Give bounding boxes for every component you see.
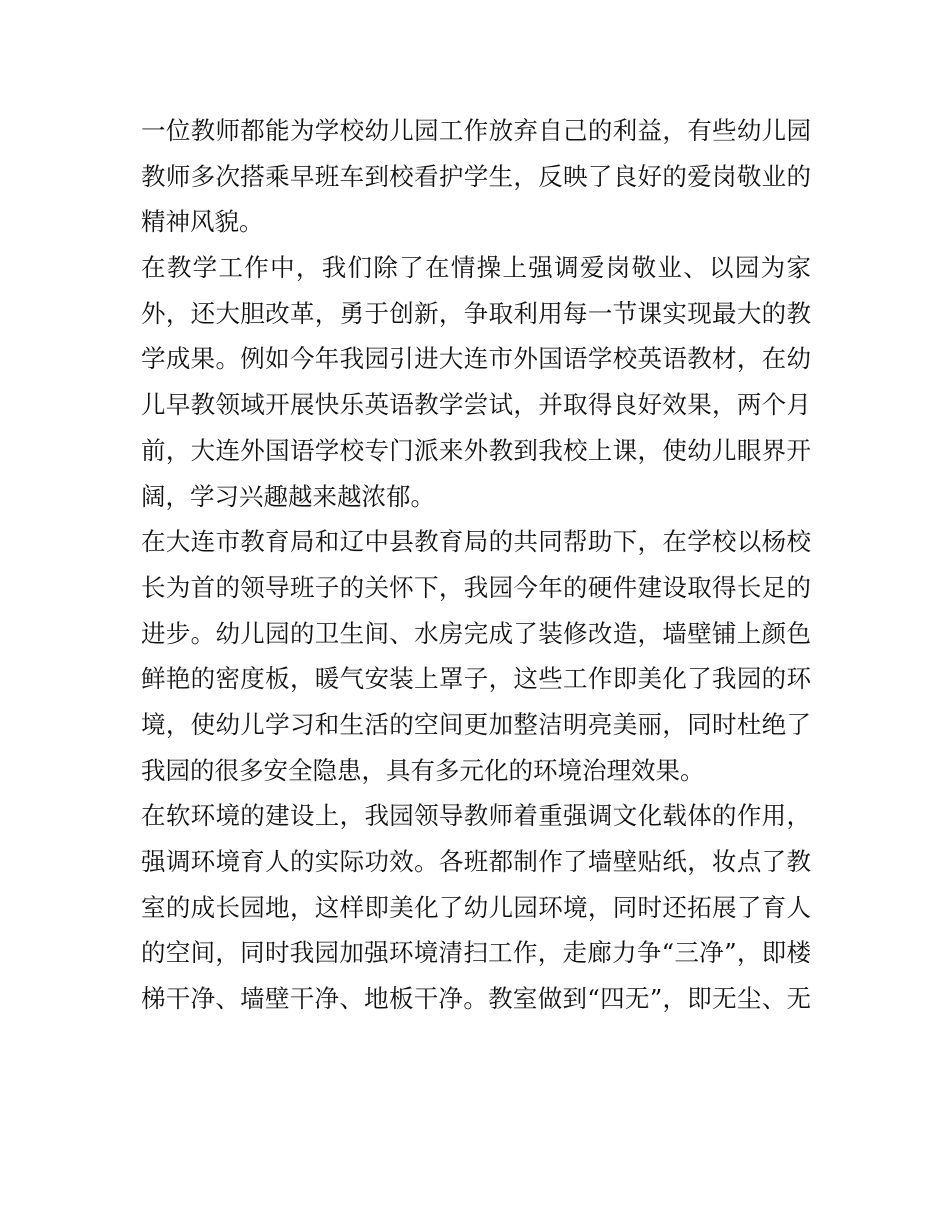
text-line: 前，大连外国语学校专门派来外教到我校上课，使幼儿眼界开 bbox=[141, 435, 811, 465]
text-line: 强调环境育人的实际功效。各班都制作了墙壁贴纸，妆点了教 bbox=[141, 847, 811, 876]
text-line: 在软环境的建设上，我园领导教师着重强调文化载体的作用， bbox=[141, 801, 811, 831]
text-line: 一位教师都能为学校幼儿园工作放弃自己的利益，有些幼儿园 bbox=[141, 116, 811, 145]
text-line: 梯干净、墙壁干净、地板干净。教室做到“四无”，即无尘、无 bbox=[141, 984, 811, 1014]
text-line: 在教学工作中，我们除了在情操上强调爱岗敬业、以园为家 bbox=[141, 253, 811, 283]
paragraph-end-line: 阔，学习兴趣越来越浓郁。 bbox=[141, 481, 435, 511]
paragraph-end-line: 我园的很多安全隐患，具有多元化的环境治理效果。 bbox=[141, 755, 705, 785]
text-line: 在大连市教育局和辽中县教育局的共同帮助下，在学校以杨校 bbox=[141, 527, 811, 557]
paragraph-end-line: 精神风貌。 bbox=[141, 207, 264, 237]
text-line: 长为首的领导班子的关怀下，我园今年的硬件建设取得长足的 bbox=[141, 572, 811, 602]
text-line: 学成果。例如今年我园引进大连市外国语学校英语教材，在幼 bbox=[141, 344, 811, 374]
text-line: 鲜艳的密度板，暖气安装上罩子，这些工作即美化了我园的环 bbox=[141, 664, 811, 694]
text-line: 境，使幼儿学习和生活的空间更加整洁明亮美丽，同时杜绝了 bbox=[141, 709, 811, 739]
text-line: 室的成长园地，这样即美化了幼儿园环境，同时还拓展了育人 bbox=[141, 892, 811, 922]
document-body bbox=[141, 108, 811, 1022]
text-line: 外，还大胆改革，勇于创新，争取利用每一节课实现最大的教 bbox=[141, 298, 811, 328]
text-line: 教师多次搭乘早班车到校看护学生，反映了良好的爱岗敬业的 bbox=[141, 161, 811, 191]
text-line: 的空间，同时我园加强环境清扫工作，走廊力争“三净”，即楼 bbox=[141, 938, 811, 968]
text-line: 儿早教领域开展快乐英语教学尝试，并取得良好效果，两个月 bbox=[141, 390, 811, 420]
text-line: 进步。幼儿园的卫生间、水房完成了装修改造，墙壁铺上颜色 bbox=[141, 618, 811, 648]
